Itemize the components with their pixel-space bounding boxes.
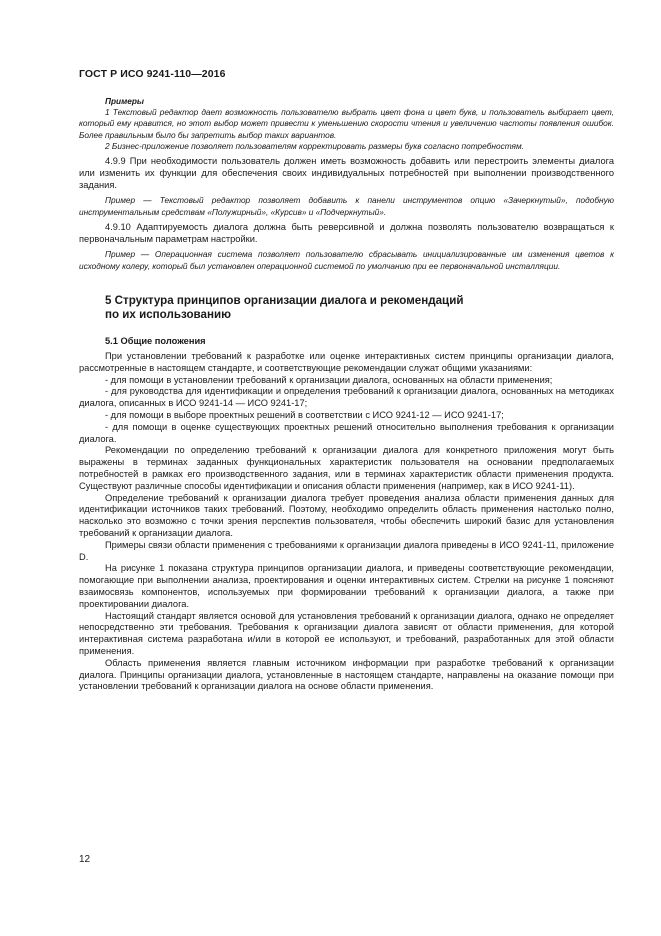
example-4-9-9: Пример — Текстовый редактор позволяет добавить к панели инструментов опцию «Зачеркнутый», подобную инструментальным средствам «Полужирный», «Курсив» и «Подчеркнутый».	[79, 195, 614, 217]
list-item: - для помощи в оценке существующих проектных решений относительно выполнения требования к организации диалога.	[79, 421, 614, 444]
paragraph-examples: Примеры связи области применения с требованиями к организации диалога приведены в ИСО 9241-11, приложение D.	[79, 539, 614, 562]
document-header: ГОСТ Р ИСО 9241-110—2016	[79, 68, 226, 80]
paragraph-figure: На рисунке 1 показана структура принципов организации диалога, и приведены соответствующие рекомендации, помогающие при выполнении анализа, проектирования и оценки интерактивных систем. Стрелки на рисунке 1 поясняют взаимосвязь компонентов, используемых при формировании требований к организации диалога, а также при проектировании диалога.	[79, 563, 614, 609]
subsection-5-1-title: 5.1 Общие положения	[105, 336, 206, 346]
examples-label: Примеры	[105, 96, 145, 106]
paragraph-basis: Настоящий стандарт является основой для установления требований к организации диалога, однако не определяет непосредственно эти требования. Требования к организации диалога зависят от области применения, для которой интерактивная система разработана и/или в которой ее используют, и требований, разработанных для этой области применения.	[79, 610, 614, 656]
paragraph-4-9-9: 4.9.9 При необходимости пользователь должен иметь возможность добавить или перестроить элементы диалога или изменить их функции для обеспечения своих индивидуальных потребностей при выполнении производственного задания.	[79, 156, 614, 190]
section-5-intro: При установлении требований к разработке или оценке интерактивных систем принципы организации диалога, рассмотренные в настоящем стандарте, и соответствующие рекомендации служат общими указаниями:	[79, 351, 614, 373]
page-content	[79, 96, 614, 693]
section-5-title-line1: 5 Структура принципов организации диалога и рекомендаций	[105, 293, 464, 307]
paragraph-4-9-10: 4.9.10 Адаптируемость диалога должна быть реверсивной и должна позволять пользователю возвращаться к первоначальным параметрам настройки.	[79, 221, 614, 244]
paragraph-recommendations: Рекомендации по определению требований к организации диалога для конкретного приложения могут быть выражены в терминах заданных функциональных характеристик пользователя на основании предполагаемых потребностей в рамках его производственного задания, или в терминах характеристик области применения продукта. Существуют различные способы идентификации и описания области применения (например, как в ИСО 9241-11).	[79, 445, 614, 491]
section-5-title	[105, 294, 614, 323]
list-item: - для руководства для идентификации и определения требований к организации диалога, основанных на методиках диалога, описанных в ИСО 9241-14 — ИСО 9241-17;	[79, 386, 614, 409]
list-item: - для помощи в установлении требований к организации диалога, основанных на области применения;	[105, 374, 553, 385]
paragraph-definition: Определение требований к организации диалога требует проведения анализа области применения данных для идентификации источников таких требований. Поэтому, необходимо определить область применения настолько полно, насколько это возможно с точки зрения перспектив пользователя, чтобы обеспечить широкий базис для установления требований к организации диалога.	[79, 492, 614, 538]
section-5-title-line2: по их использованию	[105, 308, 231, 322]
paragraph-scope: Область применения является главным источником информации при разработке требований к организации диалога. Принципы организации диалога, установленные в настоящем стандарте, направлены на оказание помощи при установлении требований к организации диалога на основе области применения.	[79, 657, 614, 692]
list-item: - для помощи в выборе проектных решений в соответствии с ИСО 9241-12 — ИСО 9241-17;	[105, 409, 504, 420]
example-4-9-10: Пример — Операционная система позволяет пользователю сбрасывать инициализированные им изменения цветов к исходному колеру, который был установлен операционной системой по умолчанию при ее первоначальной инсталляции.	[79, 249, 614, 271]
page-number: 12	[79, 854, 91, 865]
example-item-1: 1 Текстовый редактор дает возможность пользователю выбрать цвет фона и цвет букв, и пользователь выбирает цвет, который ему нравится, но этот выбор может привести к уменьшению скорости чтения и увеличению частоты появления ошибок. Более правильным было бы запретить выбор таких вариантов.	[79, 107, 614, 140]
example-item-2: 2 Бизнес-приложение позволяет пользователям корректировать размеры букв согласно потребностям.	[105, 140, 524, 151]
